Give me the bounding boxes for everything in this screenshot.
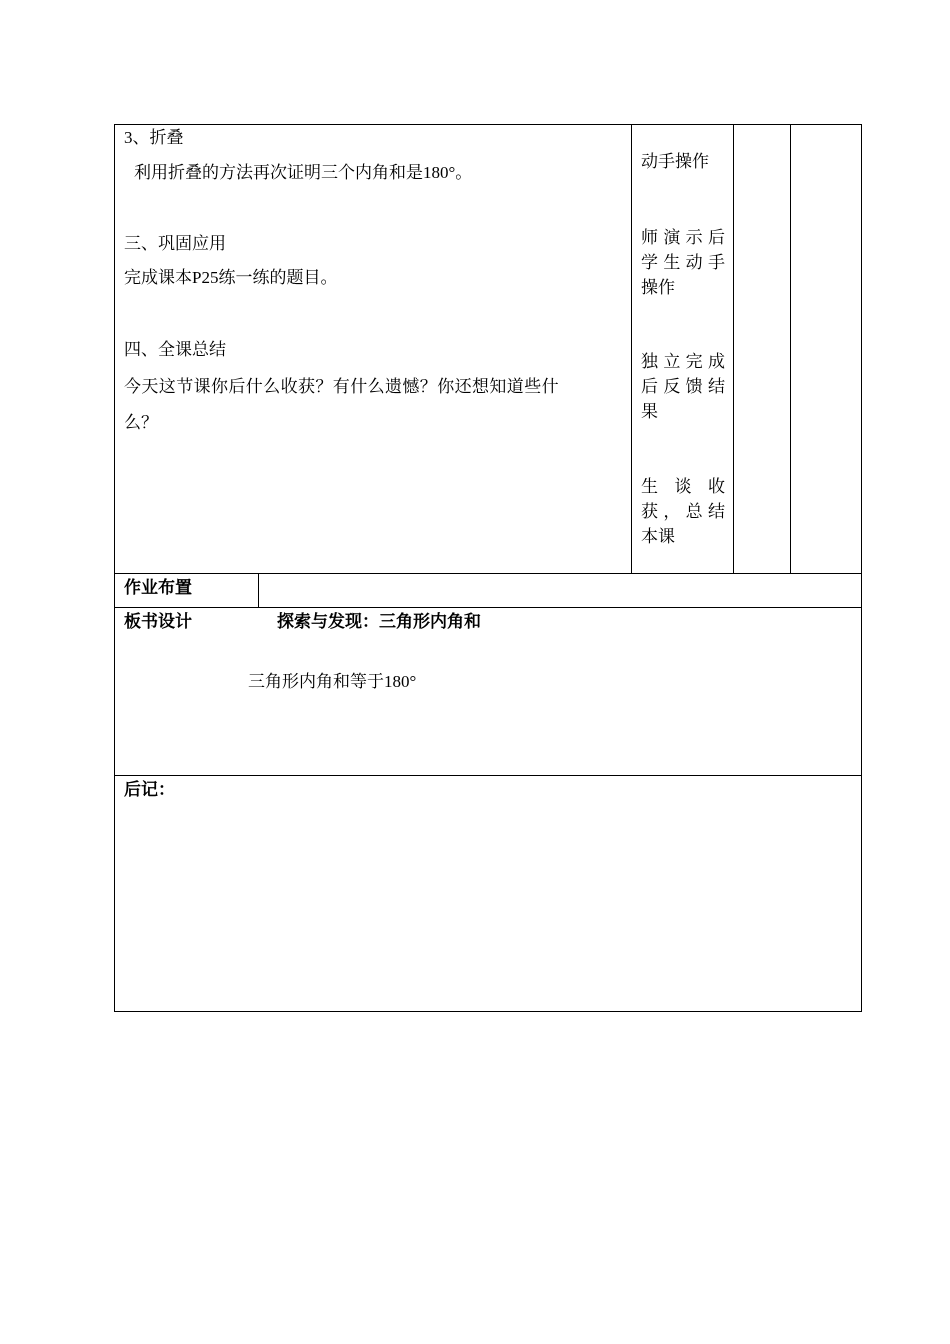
row-divider-postscript-top [114,775,862,776]
activity-note-3 [641,349,725,424]
column-divider-3 [733,124,734,574]
board-design-title: 探索与发现：三角形内角和 [277,612,481,631]
column-divider-4 [790,124,791,574]
activity-note-2-line-1: 师演示后 [641,228,725,247]
summary-text-line1: 今天这节课你后什么收获？有什么遗憾？你还想知道些什 [124,377,559,396]
activity-note-4 [641,474,725,549]
activity-note-4-line-1: 生 谈 收 [641,477,725,496]
summary-heading: 四、全课总结 [124,340,226,359]
activity-note-1: 动手操作 [641,152,709,171]
homework-label-divider [258,573,259,607]
consolidate-text: 完成课本P25练一练的题目。 [124,268,338,287]
row-divider-board-top [114,607,862,608]
consolidate-heading: 三、巩固应用 [124,234,226,253]
board-design-label: 板书设计 [124,612,192,631]
activity-note-3-line-1: 独立完成 [641,352,725,371]
activity-note-2-line-2: 学生动手 [641,253,725,272]
activity-note-2-line-3: 操作 [641,278,675,297]
board-design-content: 三角形内角和等于180° [248,672,417,691]
summary-text-line2: 么？ [124,413,158,432]
homework-label: 作业布置 [124,578,192,597]
activity-note-2 [641,225,725,300]
activity-note-4-line-3: 本课 [641,527,675,546]
activity-note-3-line-2: 后反馈结 [641,377,725,396]
fold-text: 利用折叠的方法再次证明三个内角和是180°。 [134,163,473,182]
activity-note-3-line-3: 果 [641,402,658,421]
activity-note-4-line-2: 获，总结 [641,502,725,521]
column-divider-activity [631,124,632,574]
postscript-label: 后记： [124,780,175,799]
fold-heading: 3、折叠 [124,128,184,147]
lesson-table [114,124,862,1012]
row-divider-homework-top [114,573,862,574]
